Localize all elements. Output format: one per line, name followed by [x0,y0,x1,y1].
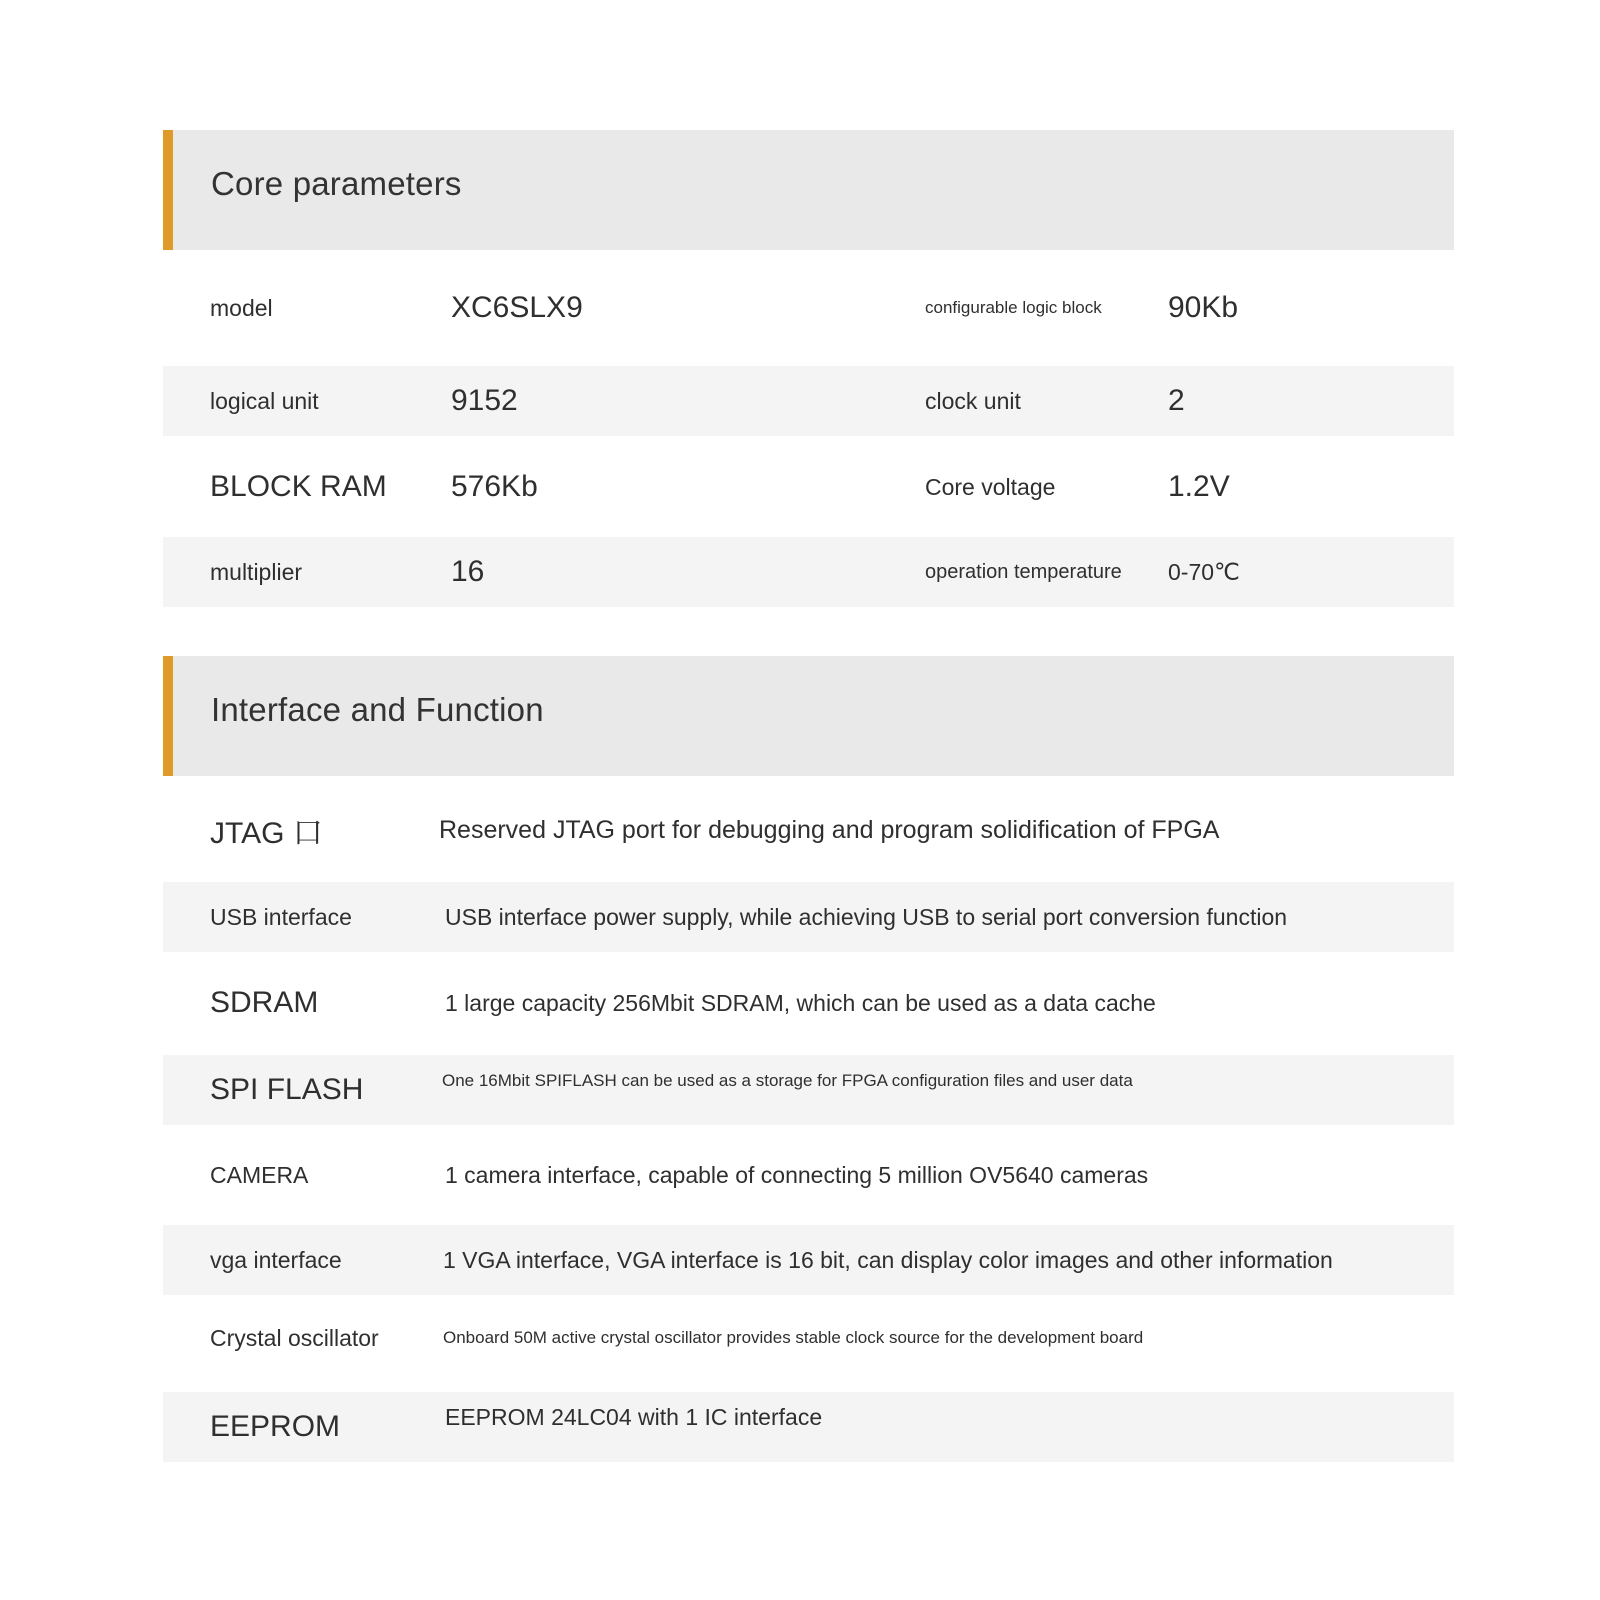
function-label: EEPROM [210,1410,341,1443]
function-description: USB interface power supply, while achieving USB to serial port conversion function [445,903,1288,930]
core-parameters-header [163,130,1454,250]
param-value: 90Kb [1168,291,1239,324]
function-description: 1 large capacity 256Mbit SDRAM, which can be used as a data cache [445,989,1156,1016]
param-value: 2 [1168,384,1185,417]
param-label: BLOCK RAM [210,470,387,503]
param-label: logical unit [210,387,319,414]
table-row [163,1303,1454,1373]
param-label: multiplier [210,558,303,585]
param-label: model [210,294,273,321]
function-description: One 16Mbit SPIFLASH can be used as a storage for FPGA configuration files and user data [442,1071,1133,1090]
param-label: configurable logic block [925,298,1102,317]
param-value: 576Kb [451,470,538,503]
section-title: Core parameters [211,165,462,202]
function-label: CAMERA [210,1161,309,1188]
table-row [163,1225,1454,1295]
section-title: Interface and Function [211,691,544,728]
function-label: Crystal oscillator [210,1324,379,1351]
table-row [163,1140,1454,1210]
table-row [163,795,1454,865]
function-description: EEPROM 24LC04 with 1 IC interface [445,1404,823,1430]
function-description: 1 camera interface, capable of connecting 5 million OV5640 cameras [445,1161,1149,1188]
table-row [163,1055,1454,1125]
param-label: Core voltage [925,473,1056,500]
param-label: clock unit [925,387,1021,414]
function-label: vga interface [210,1246,342,1273]
table-row [163,537,1454,607]
table-row [163,1392,1454,1462]
table-row [163,452,1454,522]
function-description: Onboard 50M active crystal oscillator provides stable clock source for the development board [443,1328,1144,1347]
interface-function-header [163,656,1454,776]
function-description: 1 VGA interface, VGA interface is 16 bit, can display color images and other information [443,1246,1333,1273]
param-value: 0-70℃ [1168,558,1240,585]
function-label: JTAG 口 [210,817,323,850]
function-label: SPI FLASH [210,1073,364,1106]
table-row [163,273,1454,343]
function-description: Reserved JTAG port for debugging and program solidification of FPGA [439,815,1220,844]
param-value: XC6SLX9 [451,291,583,324]
param-label: operation temperature [925,560,1122,583]
function-label: SDRAM [210,986,319,1019]
section-accent-bar [163,130,173,250]
param-value: 16 [451,555,485,588]
param-value: 1.2V [1168,470,1230,503]
table-row [163,968,1454,1038]
param-value: 9152 [451,384,518,417]
section-accent-bar [163,656,173,776]
function-label: USB interface [210,903,352,930]
table-row [163,882,1454,952]
table-row [163,366,1454,436]
